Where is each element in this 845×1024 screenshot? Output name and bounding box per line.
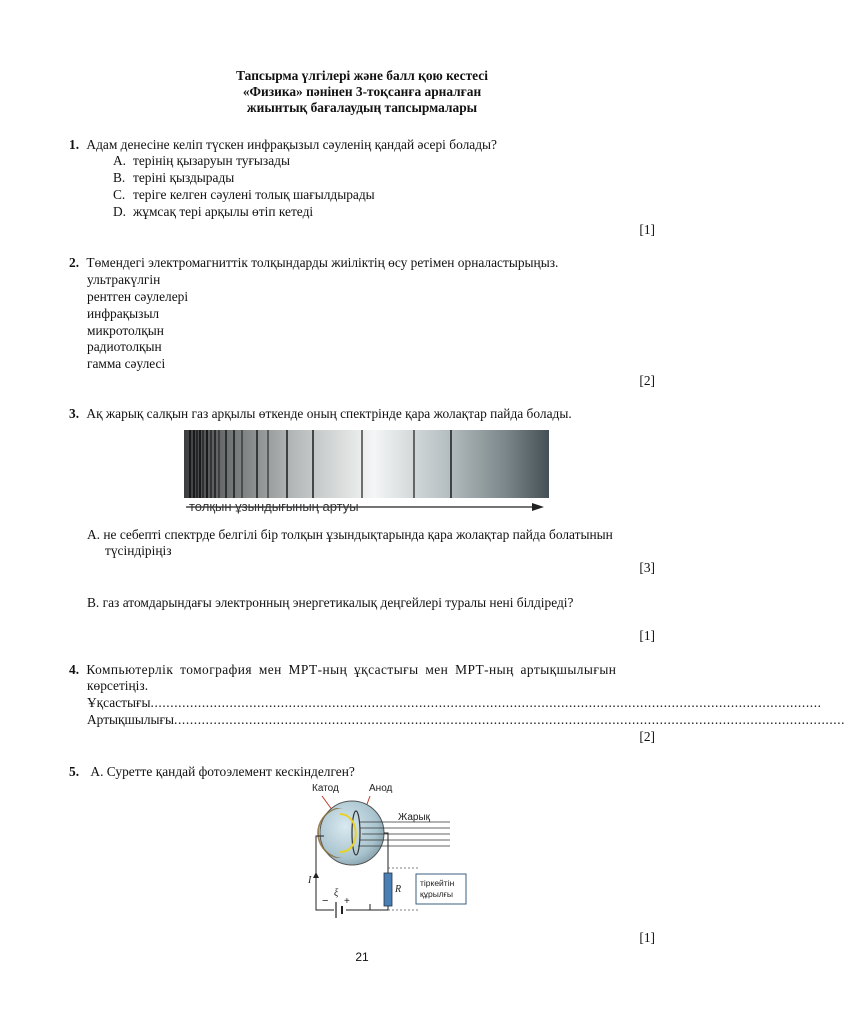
cathode-label: Катод	[312, 783, 339, 794]
list-item: рентген сәулелері	[87, 289, 189, 304]
option-c	[113, 187, 375, 203]
question-number: 4.	[69, 662, 80, 677]
resistor	[384, 873, 392, 906]
answer-line-similarity	[87, 695, 822, 711]
option-text: теріні қыздырады	[133, 170, 235, 185]
plus-label: +	[344, 896, 350, 907]
question-number: 2.	[69, 255, 80, 270]
recorder-label-line-1: тіркейтін	[420, 878, 455, 888]
option-text: теріге келген сәулені толық шағылдырады	[133, 187, 375, 202]
question-text: Төмендегі электромагниттік толқындарды жиіліктің өсу ретімен орналастырыңыз.	[86, 255, 559, 270]
option-a	[113, 153, 290, 169]
resistor-label: R	[395, 884, 402, 895]
current-arrow-icon	[313, 872, 319, 878]
question-3	[69, 406, 572, 422]
question-4	[69, 662, 616, 678]
photocell-diagram	[300, 778, 470, 922]
option-letter: D.	[113, 204, 127, 219]
light-label: Жарық	[398, 812, 431, 823]
score-q4: [2]	[639, 729, 655, 744]
list-item: гамма сәулесі	[87, 356, 166, 371]
score-q2: [2]	[639, 373, 655, 388]
list-item: инфрақызыл	[87, 306, 160, 321]
option-text: терінің қызаруын туғызады	[133, 153, 290, 168]
question-number: 5.	[69, 764, 80, 779]
score-q5: [1]	[639, 930, 655, 945]
anode-label: Анод	[369, 783, 393, 794]
score-q1: [1]	[639, 222, 655, 237]
header-line-2: «Физика» пәнінен 3-тоқсанға арналған	[242, 84, 482, 99]
question-2	[69, 255, 558, 271]
list-item: микротолқын	[87, 323, 164, 338]
page-number: 21	[355, 950, 369, 964]
question-3-part-a-cont: түсіндіріңіз	[105, 543, 172, 558]
header-line-3: жиынтық бағалаудың тапсырмалары	[246, 100, 478, 115]
option-d	[113, 204, 313, 220]
question-text: Компьютерлік томография мен МРТ-ның ұқсастығы мен МРТ-ның артықшылығын	[86, 662, 617, 677]
option-text: жұмсақ тері арқылы өтіп кетеді	[133, 204, 314, 219]
recorder-label-line-2: құрылғы	[420, 889, 453, 899]
spectrum-band	[184, 430, 549, 498]
question-text: Адам денесіне келіп түскен инфрақызыл сәуленің қандай әсері болады?	[86, 137, 497, 152]
list-item: ультракүлгін	[87, 272, 161, 287]
arrow-head-icon	[532, 503, 544, 511]
question-1	[69, 137, 497, 153]
question-text: Ақ жарық салқын газ арқылы өткенде оның спектрінде қара жолақтар пайда болады.	[86, 406, 572, 421]
option-letter: A.	[113, 153, 127, 168]
current-label: I	[308, 875, 312, 886]
question-4-cont: көрсетіңіз.	[87, 678, 149, 693]
answer-line-advantage	[87, 712, 845, 728]
advantage-label: Артықшылығы	[87, 712, 175, 727]
minus-label: −	[322, 895, 329, 907]
question-3-part-a: A. не себепті спектрде белгілі бір толқын ұзындықтарында қара жолақтар пайда болатынын	[87, 527, 613, 542]
similarity-label: Ұқсастығы	[87, 695, 151, 710]
list-item: радиотолқын	[87, 339, 162, 354]
option-letter: C.	[113, 187, 126, 202]
option-letter: B.	[113, 170, 126, 185]
question-number: 1.	[69, 137, 80, 152]
dotted-fill: ..........................................................................................................................................................................	[150, 695, 822, 710]
spectrum-caption: толқын ұзындығының артуы	[189, 499, 359, 514]
question-3-part-b: B. газ атомдарындағы электронның энергетикалық деңгейлері туралы нені білдіреді?	[87, 595, 574, 610]
header-line-1: Тапсырма үлгілері және балл қою кестесі	[236, 68, 488, 83]
dotted-fill: ..........................................................................................................................................................................	[174, 712, 845, 727]
score-q3a: [3]	[639, 560, 655, 575]
question-number: 3.	[69, 406, 80, 421]
emf-label: ξ	[334, 888, 339, 899]
option-b	[113, 170, 234, 186]
score-q3b: [1]	[639, 628, 655, 643]
question-text: A. Суретте қандай фотоэлемент кескінделген?	[90, 764, 355, 779]
